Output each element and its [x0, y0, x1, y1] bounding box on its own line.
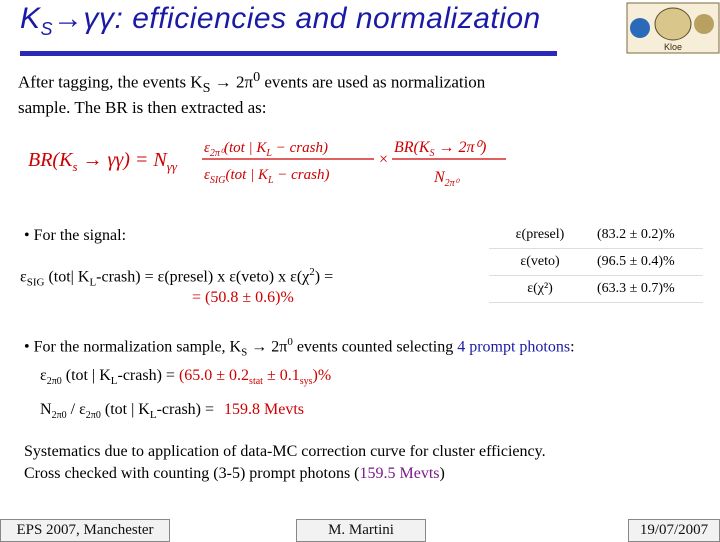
table-row [489, 276, 703, 303]
logo-text: Kloe [663, 42, 683, 52]
frac1-denominator: $\varepsilon_{SIG}(tot$ | $K_L$ − crash) [204, 167, 330, 186]
eff-key: ε(presel) [515, 227, 565, 242]
intro-paragraph: After tagging, the events $K_S \to 2\pi^0$ events are used as normalization sample. The BR is then extracted as: [18, 69, 486, 118]
frac1-numerator: $\varepsilon_{2\pi^0}(tot$ | $K_L$ − crash) [204, 140, 328, 159]
eff-value: (63.3 ± 0.7)% [597, 281, 675, 296]
normalization-bullet: • For the normalization sample, $K_S \to 2\pi^0$ events counted selecting 4 prompt photons: [24, 336, 575, 359]
page-title [20, 2, 541, 40]
formula-lhs: $BR(K_s \to \gamma\gamma) = N_{\gamma\gamma}$ [28, 149, 178, 174]
title-underline [20, 51, 557, 56]
systematics-line-2: Cross checked with counting (3-5) prompt photons (159.5 Mevts) [24, 465, 445, 482]
title-sub: S [40, 19, 54, 39]
table-row [489, 249, 703, 276]
footer-conference: EPS 2007, Manchester [0, 519, 170, 542]
eff-key: ε(veto) [520, 254, 560, 269]
kloe-logo-icon [626, 2, 720, 54]
signal-result: = (50.8 ± 0.6)% [192, 289, 294, 306]
normalization-efficiency: $\varepsilon_{2\pi 0}$ (tot | $K_L-crash) = (65.0 \pm 0.2_{stat} \pm 0.1_{sys})\%$ [40, 367, 332, 388]
signal-equation: $\varepsilon_{SIG}$ (tot| $K_L-crash$) = ε(presel) x ε(veto) x $\varepsilon(\chi^2)$ = [20, 266, 334, 289]
normalization-count: $N_{2\pi 0} / \varepsilon_{2\pi 0}$ (tot | $K_L-crash) = 159.8$ Mevts [40, 401, 305, 422]
title-rest: →γγ: efficiencies and normalization [53, 2, 541, 35]
eff-value: (96.5 ± 0.4)% [597, 254, 675, 269]
title-prefix: K [20, 2, 41, 35]
systematics-line-1: Systematics due to application of data-MC correction curve for cluster efficiency. [24, 443, 546, 460]
signal-bullet: • For the signal: [24, 227, 127, 244]
footer-author: M. Martini [296, 519, 426, 542]
kloe-logo [626, 2, 720, 54]
table-row [489, 222, 703, 249]
frac2-numerator: $BR(K_S \to 2\pi^0)$ [394, 139, 487, 159]
br-formula [28, 128, 588, 190]
formula-times: × [378, 151, 389, 168]
efficiency-table [489, 222, 703, 303]
frac2-denominator: $N_{2\pi^0}$ [434, 169, 459, 189]
footer-date: 19/07/2007 [628, 519, 720, 542]
br-formula-svg [28, 128, 588, 190]
eff-value: (83.2 ± 0.2)% [597, 227, 675, 242]
eff-key: ε(χ²) [527, 281, 553, 296]
